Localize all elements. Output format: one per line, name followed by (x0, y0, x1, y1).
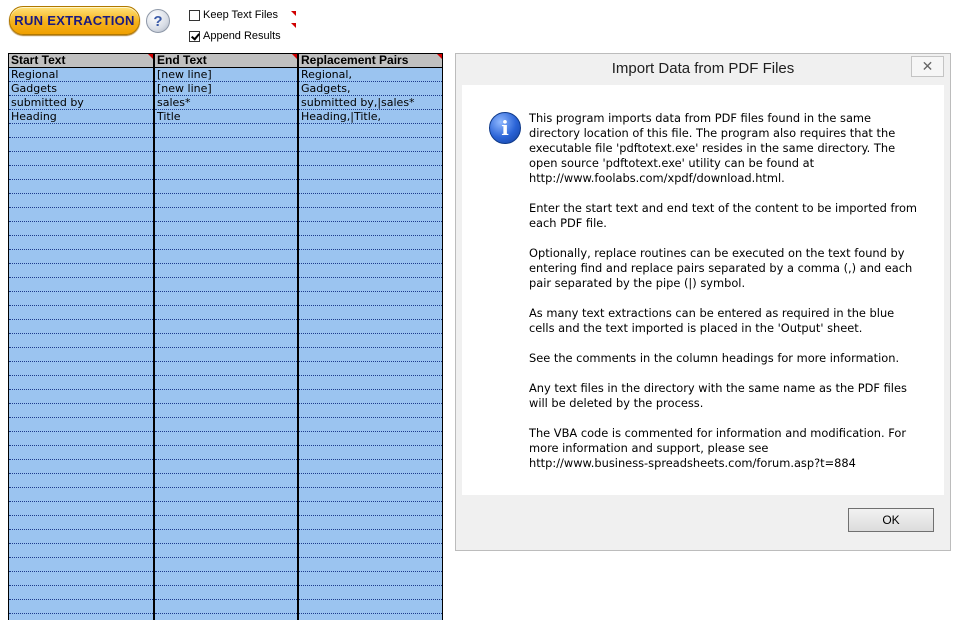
grid-body (9, 68, 442, 620)
grid-cell[interactable] (298, 544, 442, 558)
message-paragraph: See the comments in the column headings for more information. (529, 351, 900, 365)
message-paragraph: As many text extractions can be entered as required in the blue cells and the text imported is placed in the 'Output' sheet. (529, 306, 895, 335)
dialog-title: Import Data from PDF Files (611, 60, 795, 77)
grid-cell[interactable] (298, 320, 442, 334)
append-results-option[interactable] (189, 30, 281, 42)
grid-cell[interactable] (154, 236, 298, 250)
table-row (9, 488, 442, 502)
grid-cell[interactable]: Title (154, 110, 298, 124)
grid-cell[interactable] (298, 250, 442, 264)
grid-cell[interactable] (298, 222, 442, 236)
grid-cell[interactable] (298, 600, 442, 614)
grid-cell[interactable] (9, 376, 154, 390)
grid-cell[interactable]: [new line] (154, 82, 298, 96)
header-replacement-pairs-label: Replacement Pairs (301, 53, 409, 67)
grid-cell[interactable] (154, 446, 298, 460)
comment-marker-icon (292, 54, 297, 59)
grid-cell[interactable] (9, 544, 154, 558)
grid-cell[interactable] (154, 180, 298, 194)
table-row (9, 96, 442, 110)
grid-cell[interactable] (298, 348, 442, 362)
grid-cell[interactable] (154, 278, 298, 292)
header-end-text[interactable] (154, 54, 298, 68)
append-results-checkbox[interactable] (189, 31, 200, 42)
grid-cell[interactable] (9, 124, 154, 138)
grid-cell[interactable] (154, 544, 298, 558)
grid-cell[interactable] (154, 264, 298, 278)
grid-cell[interactable] (9, 516, 154, 530)
grid-cell[interactable] (154, 222, 298, 236)
grid-cell[interactable] (9, 138, 154, 152)
table-row (9, 292, 442, 306)
table-row (9, 236, 442, 250)
grid-cell[interactable] (154, 362, 298, 376)
grid-cell[interactable] (298, 152, 442, 166)
extraction-grid (8, 53, 443, 620)
grid-cell[interactable] (9, 180, 154, 194)
table-row (9, 138, 442, 152)
grid-cell[interactable] (298, 614, 442, 620)
grid-cell[interactable] (154, 194, 298, 208)
comment-marker-icon (291, 11, 296, 16)
table-row (9, 152, 442, 166)
header-start-text[interactable] (9, 54, 154, 68)
grid-cell[interactable] (154, 600, 298, 614)
grid-cell[interactable] (298, 166, 442, 180)
table-row (9, 222, 442, 236)
table-row (9, 306, 442, 320)
grid-cell[interactable] (9, 446, 154, 460)
table-row (9, 586, 442, 600)
table-row (9, 418, 442, 432)
grid-cell[interactable] (154, 320, 298, 334)
grid-cell[interactable]: Regional, (298, 68, 442, 82)
grid-cell[interactable] (298, 572, 442, 586)
keep-text-files-checkbox[interactable] (189, 10, 200, 21)
grid-cell[interactable] (154, 376, 298, 390)
message-paragraph: The VBA code is commented for information and modification. For more information and support, please see http://www.business-spreadsheets.com/forum.asp?t=884 (529, 426, 907, 470)
grid-cell[interactable] (298, 474, 442, 488)
info-icon: i (489, 112, 521, 144)
table-row (9, 320, 442, 334)
grid-cell[interactable] (9, 166, 154, 180)
grid-cell[interactable] (154, 208, 298, 222)
table-row (9, 180, 442, 194)
grid-cell[interactable] (9, 194, 154, 208)
grid-cell[interactable] (9, 502, 154, 516)
grid-cell[interactable] (154, 124, 298, 138)
grid-cell[interactable] (9, 250, 154, 264)
grid-cell[interactable] (154, 152, 298, 166)
grid-cell[interactable] (298, 236, 442, 250)
table-row (9, 558, 442, 572)
grid-cell[interactable] (9, 208, 154, 222)
grid-cell[interactable] (9, 264, 154, 278)
table-row (9, 82, 442, 96)
table-row (9, 516, 442, 530)
grid-cell[interactable]: sales* (154, 96, 298, 110)
grid-cell[interactable] (9, 222, 154, 236)
grid-cell[interactable] (298, 362, 442, 376)
grid-cell[interactable] (154, 460, 298, 474)
grid-cell[interactable]: submitted by (9, 96, 154, 110)
message-paragraph: Optionally, replace routines can be executed on the text found by entering find and replace pairs separated by a comma (,) and each pair separated by the pipe (|) symbol. (529, 246, 913, 290)
grid-cell[interactable] (9, 348, 154, 362)
table-row (9, 348, 442, 362)
grid-cell[interactable] (298, 446, 442, 460)
grid-cell[interactable] (9, 236, 154, 250)
grid-cell[interactable] (298, 460, 442, 474)
table-row (9, 166, 442, 180)
grid-cell[interactable] (154, 348, 298, 362)
grid-cell[interactable] (298, 292, 442, 306)
grid-cell[interactable] (9, 530, 154, 544)
table-row (9, 474, 442, 488)
dialog-message (529, 111, 919, 486)
grid-cell[interactable] (9, 600, 154, 614)
grid-cell[interactable]: Regional (9, 68, 154, 82)
grid-cell[interactable] (298, 194, 442, 208)
grid-cell[interactable] (298, 208, 442, 222)
grid-cell[interactable] (298, 530, 442, 544)
grid-cell[interactable] (9, 292, 154, 306)
grid-cell[interactable] (298, 418, 442, 432)
grid-cell[interactable] (9, 558, 154, 572)
table-row (9, 68, 442, 82)
grid-cell[interactable] (298, 264, 442, 278)
table-row (9, 446, 442, 460)
help-icon[interactable]: ? (146, 9, 170, 33)
message-paragraph: Enter the start text and end text of the content to be imported from each PDF file. (529, 201, 918, 230)
grid-cell[interactable] (154, 432, 298, 446)
grid-cell[interactable] (298, 488, 442, 502)
header-replacement-pairs[interactable] (298, 54, 442, 68)
grid-cell[interactable] (9, 320, 154, 334)
grid-cell[interactable]: Gadgets (9, 82, 154, 96)
table-row (9, 432, 442, 446)
grid-cell[interactable] (298, 376, 442, 390)
grid-cell[interactable] (9, 432, 154, 446)
grid-cell[interactable] (154, 516, 298, 530)
grid-cell[interactable] (154, 250, 298, 264)
grid-cell[interactable] (9, 404, 154, 418)
grid-cell[interactable] (154, 166, 298, 180)
grid-cell[interactable] (9, 306, 154, 320)
grid-cell[interactable] (154, 138, 298, 152)
import-dialog (455, 53, 951, 551)
grid-cell[interactable]: Heading (9, 110, 154, 124)
grid-cell[interactable] (298, 586, 442, 600)
grid-cell[interactable] (9, 586, 154, 600)
grid-cell[interactable] (298, 124, 442, 138)
comment-marker-icon (437, 54, 442, 59)
keep-text-files-option[interactable] (189, 9, 278, 21)
grid-cell[interactable] (298, 404, 442, 418)
table-row (9, 600, 442, 614)
comment-marker-icon (148, 54, 153, 59)
grid-cell[interactable] (154, 572, 298, 586)
grid-cell[interactable] (154, 586, 298, 600)
table-row (9, 250, 442, 264)
table-row (9, 572, 442, 586)
table-row (9, 194, 442, 208)
grid-cell[interactable] (9, 390, 154, 404)
grid-cell[interactable]: [new line] (154, 68, 298, 82)
grid-cell[interactable] (154, 292, 298, 306)
header-start-text-label: Start Text (11, 53, 66, 67)
table-row (9, 502, 442, 516)
message-paragraph: This program imports data from PDF files found in the same directory location of this file. The program also requires that the executable file 'pdftotext.exe' resides in the same directory. The open source 'pdftotext.exe' utility can be found at http://www.foolabs.com/xpdf/download.html. (529, 111, 896, 185)
grid-cell[interactable] (9, 474, 154, 488)
grid-cell[interactable] (298, 334, 442, 348)
grid-cell[interactable] (298, 278, 442, 292)
grid-cell[interactable]: Gadgets, (298, 82, 442, 96)
table-row (9, 124, 442, 138)
table-row (9, 208, 442, 222)
grid-cell[interactable] (9, 152, 154, 166)
grid-cell[interactable] (298, 138, 442, 152)
table-row (9, 334, 442, 348)
table-row (9, 404, 442, 418)
table-row (9, 544, 442, 558)
grid-cell[interactable] (154, 530, 298, 544)
grid-header-row (9, 54, 442, 68)
grid-cell[interactable] (298, 516, 442, 530)
grid-cell[interactable] (9, 418, 154, 432)
grid-cell[interactable] (154, 404, 298, 418)
dialog-body (462, 85, 944, 495)
table-row (9, 264, 442, 278)
grid-cell[interactable] (298, 558, 442, 572)
grid-cell[interactable] (298, 180, 442, 194)
ok-button[interactable]: OK (848, 508, 934, 532)
grid-cell[interactable] (154, 488, 298, 502)
table-row (9, 362, 442, 376)
table-row (9, 376, 442, 390)
grid-cell[interactable] (154, 390, 298, 404)
append-results-label: Append Results (203, 30, 281, 42)
grid-cell[interactable] (154, 614, 298, 620)
grid-cell[interactable] (9, 488, 154, 502)
grid-cell[interactable] (9, 278, 154, 292)
grid-cell[interactable] (154, 474, 298, 488)
table-row (9, 390, 442, 404)
run-extraction-button[interactable]: RUN EXTRACTION (9, 6, 140, 35)
header-end-text-label: End Text (157, 53, 207, 67)
message-paragraph: Any text files in the directory with the same name as the PDF files will be deleted by the process. (529, 381, 907, 410)
comment-marker-icon (291, 23, 296, 28)
grid-cell[interactable] (154, 418, 298, 432)
grid-cell[interactable]: submitted by,|sales* (298, 96, 442, 110)
grid-cell[interactable] (298, 306, 442, 320)
table-row (9, 460, 442, 474)
grid-cell[interactable] (154, 334, 298, 348)
grid-cell[interactable] (9, 460, 154, 474)
grid-cell[interactable]: Heading,|Title, (298, 110, 442, 124)
grid-cell[interactable] (154, 502, 298, 516)
grid-cell[interactable] (298, 502, 442, 516)
table-row (9, 110, 442, 124)
grid-cell[interactable] (298, 432, 442, 446)
close-icon[interactable]: ✕ (911, 56, 944, 77)
table-row (9, 530, 442, 544)
grid-cell[interactable] (9, 334, 154, 348)
grid-cell[interactable] (154, 558, 298, 572)
grid-cell[interactable] (9, 362, 154, 376)
grid-cell[interactable] (9, 614, 154, 620)
table-row (9, 614, 442, 620)
grid-cell[interactable] (9, 572, 154, 586)
keep-text-files-label: Keep Text Files (203, 9, 279, 21)
grid-cell[interactable] (298, 390, 442, 404)
grid-cell[interactable] (154, 306, 298, 320)
table-row (9, 278, 442, 292)
